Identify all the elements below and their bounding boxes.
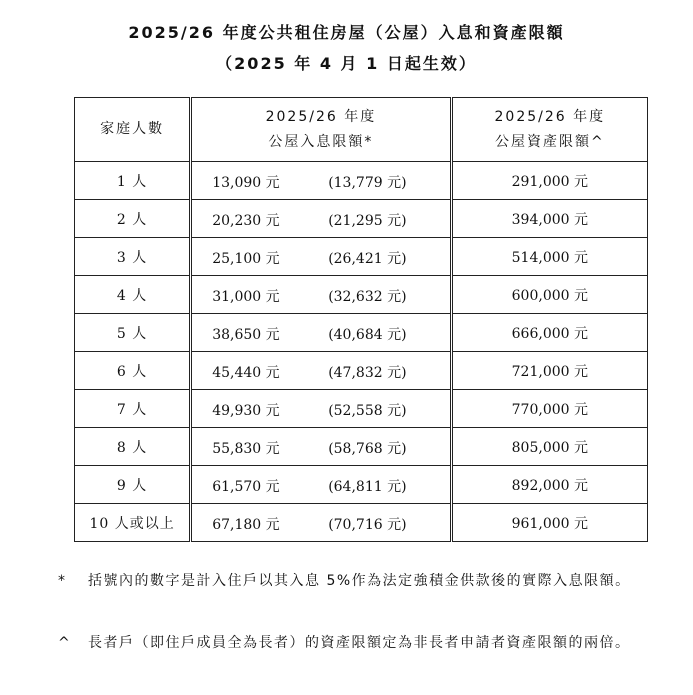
asset-limit-cell: 721,000 元: [451, 352, 647, 390]
income-limit-cell: [191, 276, 451, 314]
header-asset-label: 公屋資產限額^: [494, 133, 605, 150]
asset-limit-cell: 805,000 元: [451, 428, 647, 466]
income-limit-cell: [191, 238, 451, 276]
asset-limit-cell: 961,000 元: [451, 504, 647, 542]
header-income-year: 2025/26 年度: [265, 108, 377, 125]
footnote-text: 括號內的數字是計入住戶以其入息 5%作為法定強積金供款後的實際入息限額。: [88, 573, 631, 589]
income-limit-after-mpf: (52,558 元): [328, 403, 407, 419]
income-limit-value: 61,570 元: [212, 479, 280, 495]
income-limit-value: 55,830 元: [212, 441, 280, 457]
asset-limit-cell: 600,000 元: [451, 276, 647, 314]
household-size-cell: 5 人: [75, 314, 191, 352]
household-size-cell: 2 人: [75, 200, 191, 238]
table-row: [75, 504, 648, 542]
income-limit-value: 38,650 元: [212, 327, 280, 343]
table-row: [75, 200, 648, 238]
footnote-marker: *: [58, 573, 67, 589]
income-limit-cell: [191, 352, 451, 390]
document-title: 2025/26 年度公共租住房屋（公屋）入息和資產限額: [128, 23, 565, 42]
header-household-size-label: 家庭人數: [100, 121, 165, 137]
asset-limit-cell: 514,000 元: [451, 238, 647, 276]
income-limit-after-mpf: (21,295 元): [328, 213, 407, 229]
table-header-row: [75, 98, 648, 162]
household-size-cell: 6 人: [75, 352, 191, 390]
income-limit-value: 67,180 元: [212, 517, 280, 533]
income-limit-after-mpf: (40,684 元): [328, 327, 407, 343]
income-limit-value: 13,090 元: [212, 175, 280, 191]
income-limit-after-mpf: (26,421 元): [328, 251, 407, 267]
income-limit-after-mpf: (47,832 元): [328, 365, 407, 381]
footnote-text: 長者戶（即住戶成員全為長者）的資產限額定為非長者申請者資產限額的兩倍。: [88, 635, 631, 651]
income-limit-cell: [191, 162, 451, 200]
household-size-cell: 3 人: [75, 238, 191, 276]
footnote-asset: [58, 632, 658, 654]
income-limit-cell: [191, 314, 451, 352]
income-limit-value: 31,000 元: [212, 289, 280, 305]
table-row: [75, 162, 648, 200]
income-limit-after-mpf: (13,779 元): [328, 175, 407, 191]
table-row: [75, 276, 648, 314]
income-asset-limits-table: [74, 97, 648, 542]
income-limit-value: 49,930 元: [212, 403, 280, 419]
header-income-limit: [191, 98, 451, 162]
income-limit-cell: [191, 504, 451, 542]
footnote-income: [58, 570, 658, 592]
income-limit-cell: [191, 200, 451, 238]
income-limit-cell: [191, 466, 451, 504]
income-limit-after-mpf: (64,811 元): [328, 479, 407, 495]
footnote-marker: ^: [58, 635, 72, 651]
income-limit-value: 20,230 元: [212, 213, 280, 229]
household-size-cell: 9 人: [75, 466, 191, 504]
table-row: [75, 314, 648, 352]
income-limit-value: 45,440 元: [212, 365, 280, 381]
household-size-cell: 4 人: [75, 276, 191, 314]
table-row: [75, 428, 648, 466]
table-row: [75, 466, 648, 504]
income-limit-value: 25,100 元: [212, 251, 280, 267]
asset-limit-cell: 394,000 元: [451, 200, 647, 238]
income-limit-after-mpf: (32,632 元): [328, 289, 407, 305]
effective-date-subtitle: （2025 年 4 月 1 日起生效）: [216, 54, 477, 73]
asset-limit-cell: 892,000 元: [451, 466, 647, 504]
header-household-size: [75, 98, 191, 162]
income-limit-after-mpf: (58,768 元): [328, 441, 407, 457]
household-size-cell: 1 人: [75, 162, 191, 200]
income-limit-cell: [191, 428, 451, 466]
household-size-cell: 7 人: [75, 390, 191, 428]
header-income-label: 公屋入息限額*: [268, 133, 374, 150]
asset-limit-cell: 770,000 元: [451, 390, 647, 428]
income-limit-cell: [191, 390, 451, 428]
household-size-cell: 10 人或以上: [75, 504, 191, 542]
table-row: [75, 352, 648, 390]
asset-limit-cell: 291,000 元: [451, 162, 647, 200]
table-row: [75, 238, 648, 276]
household-size-cell: 8 人: [75, 428, 191, 466]
table-row: [75, 390, 648, 428]
header-asset-limit: [451, 98, 647, 162]
asset-limit-cell: 666,000 元: [451, 314, 647, 352]
income-limit-after-mpf: (70,716 元): [328, 517, 407, 533]
header-asset-year: 2025/26 年度: [494, 108, 606, 125]
